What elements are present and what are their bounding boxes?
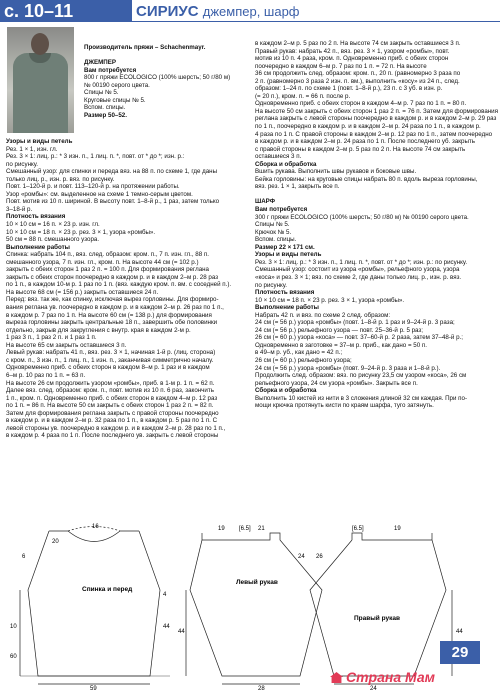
front-label: Спинка и перед xyxy=(82,586,133,593)
front-dim-6: 44 xyxy=(163,624,170,630)
text-line: На высоте 68 см (= 156 р.) закрыть оставшиеся 24 п. xyxy=(6,288,159,296)
text-line: Вспом. спицы. xyxy=(255,236,297,244)
text-line: Вшить рукава. Выполнить швы рукавов и боковые швы. xyxy=(255,168,417,176)
front-back-schematic xyxy=(20,527,170,685)
left-sleeve-label: Левый рукав xyxy=(236,579,278,586)
text-line: Далее вяз. след. образом: кром. п., повт. мотив из 10 п. 6 раз, закончить xyxy=(6,387,214,395)
text-line: 3–18-й р. xyxy=(6,205,33,213)
text-line: 2 п. (равномерно 3 раза 2 изн. п. вм.), выполнить «косу» из 24 п., след. xyxy=(255,77,460,85)
text-line: с правой стороны в каждом 2–м р. 5 раз по 2 п. На высоте 74 см закрыть xyxy=(255,145,466,153)
text-line: смешанного узора, 7 п. изн. гл., кром. п. На высоте 44 см (= 102 р.) xyxy=(6,258,199,266)
text-line: отдельно, закрыв для закругления с внутр. края в каждом 2-м р. xyxy=(6,326,191,334)
text-line: Одновременно приб. с обеих сторон в каждом 4–м р. 7 раз по 1 п. = 80 п. xyxy=(255,100,467,108)
header-rule xyxy=(132,21,500,22)
left-sleeve-dim-24: 24 xyxy=(298,554,305,560)
right-sleeve-outline xyxy=(310,533,446,676)
text-line: в каждом р. и в каждом 2–м р. 24 раза по 1 п. После последнего уб. закрыть xyxy=(255,138,475,146)
text-line: Затем для формирования реглана закрыть с правой стороны поочередно xyxy=(6,409,219,417)
front-dim-4: 10 xyxy=(10,624,17,630)
text-line: Выполнение работы xyxy=(255,304,319,312)
photo-figure-body xyxy=(13,53,68,133)
text-line: образом: 1–24 п. по схеме 1 (повт. 1–8-й р.), 23 п. с 3 уб. в изн. р. xyxy=(255,85,443,93)
text-line xyxy=(84,52,244,60)
text-line: Вам потребуется xyxy=(84,66,137,74)
subtitle-text: джемпер, шарф xyxy=(202,4,300,19)
text-line: в каждом р. 7 раз по 1 п. На высоте 60 см (= 138 р.) для формирования xyxy=(6,311,212,319)
title-text: СИРИУС xyxy=(136,3,199,20)
text-line: Размер 22 × 171 см. xyxy=(255,243,315,251)
page-number: 29 xyxy=(440,641,480,664)
text-line: по 1 п. = 86 п. На высоте 50 см закрыть с обеих сторон 1 раз 2 п. = 82 п. xyxy=(6,402,214,410)
right-sleeve-schematic xyxy=(310,533,452,684)
text-line: 1 раз 3 п., 1 раз 2 п. и 1 раз 1 п. xyxy=(6,334,97,342)
text-line: закрыть с обеих сторон поочередно в каждом р. и в каждом 2–м р. 28 раз xyxy=(6,273,219,281)
text-line: «коса» и рез. 3 × 1; вяз. по схеме 2, где даны только лиц. р., изн. р. вяз. xyxy=(255,273,462,281)
text-line xyxy=(255,191,495,199)
text-line: Плотность вязания xyxy=(6,213,66,221)
page-range: с. 10–11 xyxy=(4,1,74,21)
text-line: выреза горловины закрыть центральные 18 п., завершить обе половинки xyxy=(6,319,218,327)
text-line: ДЖЕМПЕР xyxy=(84,59,116,67)
text-line: Крючок № 5. xyxy=(255,228,292,236)
front-dim-1: 6 xyxy=(22,554,26,560)
text-line: Вспом. спицы. xyxy=(84,104,126,112)
text-line: 36 см продолжить след. образом: кром. п., 20 п. (равномерно 3 раза по xyxy=(255,70,461,78)
text-line: Перед: вяз. так же, как спинку, исключая вырез горловины. Для формиро- xyxy=(6,296,219,304)
text-line: в каждом р. и в каждом 2–м р. 32 раза по 1 п., в каждом р. 5 раз по 1 п. С xyxy=(6,417,218,425)
text-line: 26 см (= 60 р.) узора «коса» — повт. 37–60-й р. 2 раза, затем 37–48-й р.; xyxy=(255,334,463,342)
watermark-text: Страна Мам xyxy=(346,669,436,685)
text-line: Выполнить 10 кистей из нити в 3 сложения длиной 32 см каждая. При по- xyxy=(255,394,468,402)
text-line: в 49–м р. уб., как дано = 42 п.; xyxy=(255,349,343,357)
text-line: реглана закрыть с левой стороны поочередно в каждом р. и в каждом 2–м р. 29 раз xyxy=(255,115,497,123)
neckline xyxy=(49,531,139,542)
text-line: по рисунку. xyxy=(6,160,38,168)
text-line: Бейка горловины: на круговые спицы набрать 80 п. вдоль выреза горловины, xyxy=(255,175,478,183)
text-line: вяз. рез. 1 × 1, закрыть все п. xyxy=(255,183,340,191)
house-icon xyxy=(330,672,343,683)
text-line: Выполнение работы xyxy=(6,243,70,251)
text-line: Продолжить след. образом: вяз. по рисунку 23,5 см узором «коса», 26 см xyxy=(255,372,467,380)
text-line: Левый рукав: набрать 41 п., вяз. рез. 3 × 1, начиная 1-й р. (лиц. сторона) xyxy=(6,349,216,357)
right-sleeve-dim-44-text: 44 xyxy=(456,629,463,635)
text-line: 10 × 10 см = 18 п. × 23 р. рез. 3 × 1, узора «ромбы». xyxy=(255,296,405,304)
text-line: 26 см (= 60 р.) рельефного узора; xyxy=(255,356,352,364)
model-photo xyxy=(7,27,74,133)
left-sleeve-dim-21: 21 xyxy=(258,526,265,532)
text-line: ШАРФ xyxy=(255,198,276,206)
left-sleeve-dim-28: 28 xyxy=(258,686,265,690)
text-line: 10 × 10 см = 18 п. × 23 р. рез. 3 × 1, узора «ромбы». xyxy=(6,228,156,236)
text-line: Набрать 42 п. и вяз. по схеме 2 след. образом: xyxy=(255,311,391,319)
text-line: Узоры и виды петель xyxy=(255,251,322,259)
text-line: закрыть с обеих сторон 1 раз 2 п. = 100 п. Для формирования реглана xyxy=(6,266,209,274)
text-line: 6–м р. 10 раз по 1 п. = 63 п. xyxy=(6,371,86,379)
text-line: мощи крючка протянуть кисти по краям шарфа, туго затянуть. xyxy=(255,402,434,410)
text-line: Одновременно в заготовке = 37–м р. приб., как дано = 50 п. xyxy=(255,341,427,349)
text-line: Сборка и обработка xyxy=(255,160,317,168)
text-line: оставшиеся 3 п. xyxy=(255,153,302,161)
left-sleeve-dim-44-text: 44 xyxy=(178,629,185,635)
right-text-column xyxy=(255,40,498,410)
left-sleeve-dim-65: [6.5] xyxy=(239,526,251,532)
text-line: по 1 п., в каждом 10-м р. 1 раз по 1 п. (вяз. каждую кром. п. вм. с соседней п.). xyxy=(6,281,232,289)
text-line: Вам потребуется xyxy=(255,206,308,214)
text-line: Сборка и обработка xyxy=(255,387,317,395)
left-sleeve-dim-19: 19 xyxy=(218,526,225,532)
text-line: Спинка: набрать 104 п., вяз. след. образом: кром. п., 7 п. изн. гл., 88 п. xyxy=(6,251,209,259)
text-line: мотив из 10 п. 4 раза, кром. п. Одновременно приб. с обеих сторон xyxy=(255,55,449,63)
text-line: Рез. 1 × 1, изн. гл. xyxy=(6,145,58,153)
right-sleeve-dim-24: 24 xyxy=(370,686,377,690)
page-header xyxy=(0,0,500,24)
text-line: 300 г пряжи ECOLOGICO (100% шерсть; 50 г/80 м) № 00190 серого цвета. xyxy=(255,213,469,221)
text-line: На высоте 65 см закрыть оставшиеся 3 п. xyxy=(6,341,127,349)
text-line: 1 п., кром. п. Одновременно приб. с обеих сторон в каждом 4–м р. 12 раз xyxy=(6,394,218,402)
photo-figure-head xyxy=(31,33,49,55)
text-line: Смешанный узор: для спинки и переда вяз. на 88 п. по схеме 1, где даны xyxy=(6,168,218,176)
text-line: № 00190 серого цвета. xyxy=(84,81,150,89)
text-line: Размер 50–52. xyxy=(84,111,127,119)
article-title xyxy=(136,3,300,20)
text-line: Плотность вязания xyxy=(255,289,315,297)
text-line: по рисунку. xyxy=(255,281,287,289)
front-neck-dim: 20 xyxy=(52,539,59,545)
text-line: в каждом р. 4 раза по 1 п. После последнего ув. закрыть с левой стороны xyxy=(6,432,219,440)
front-dim-5: 60 xyxy=(10,654,17,660)
text-line: Узор «ромбы»: см. выделенное на схеме 1 темно-серым цветом. xyxy=(6,190,193,198)
text-line: На высоте 50 см закрыть с обеих сторон 1 раз 2 п. = 76 п. Затем для формирования xyxy=(255,107,498,115)
front-dim-8: 59 xyxy=(90,686,97,690)
text-line: Повт. 1–120-й р. и повт. 113–120-й р. на протяжении работы. xyxy=(6,183,180,191)
front-dim-7: 4 xyxy=(163,592,167,598)
text-line: Производитель пряжи – Schachenmayr. xyxy=(84,44,206,51)
text-line: Повт. мотив из 10 п. шириной. В высоту повт. 1–8-й р., 1 раз, затем только xyxy=(6,198,220,206)
text-line: 24 см (= 56 р.) узора «ромбы» (повт. 1–8-й р. 1 раз и 9–24-й р. 3 раза; xyxy=(255,319,455,327)
watermark xyxy=(330,669,435,685)
front-top-dim: 16 xyxy=(92,524,99,530)
text-line: На высоте 26 см продолжить узором «ромбы», приб. в 1-м р. 1 п. = 62 п. xyxy=(6,379,215,387)
text-line: поочередно в каждом 6–м р. 7 раз по 1 п. = 72 п. На высоте xyxy=(255,62,427,70)
text-line: 800 г пряжи ECOLOGICO (100% шерсть; 50 г/80 м) xyxy=(84,74,231,82)
text-line: Спицы № 5. xyxy=(255,221,290,229)
right-sleeve-dim-19: 19 xyxy=(394,526,401,532)
text-line: 24 см (= 56 р.) рельефного узора — повт. 25–36-й р. 5 раз; xyxy=(255,326,423,334)
text-line: только лиц. р., изн. р. вяз. по рисунку. xyxy=(6,175,115,183)
text-line: Круговые спицы № 5. xyxy=(84,96,146,104)
front-outline xyxy=(28,531,160,676)
text-line: рельефного узора, 24 см узора «ромбы». Закрыть все п. xyxy=(255,379,418,387)
right-sleeve-label: Правый рукав xyxy=(354,615,400,622)
right-sleeve-dim-65: [6.5] xyxy=(352,526,364,532)
text-line: Одновременно приб. с обеих сторон в каждом 8–м р. 1 раз и в каждом xyxy=(6,364,210,372)
text-line: Правый рукав: набрать 42 п., вяз. рез. 3 × 1, узором «ромбы», повт. xyxy=(255,47,450,55)
text-line: по 1 п., поочередно в каждом р. и в каждом 2–м р. 24 раза по 1 п., в каждом р. xyxy=(255,123,481,131)
intro-block xyxy=(84,44,244,119)
text-line: Узоры и виды петель xyxy=(6,138,73,145)
text-line: 4 раза по 1 п. С правой стороны в каждом 2–м р. 12 раз по 1 п., затем поочередно xyxy=(255,130,493,138)
text-line: с кром. п., 3 изн. п., 1 лиц. п., 1 изн. п., заканчивая симметрично началу. xyxy=(6,356,214,364)
text-line: вания реглана ув. поочередно в каждом р. и в каждом 2–м р. 26 раз по 1 п., xyxy=(6,304,224,312)
text-line: Смешанный узор: состоит из узора «ромбы», рельефного узора, узора xyxy=(255,266,460,274)
text-line: 10 × 10 см = 16 п. × 23 р. изн. гл. xyxy=(6,221,100,229)
left-text-column xyxy=(6,138,244,440)
text-line: левой стороны ув. поочередно в каждом р. и в каждом 2–м р. 28 раз по 1 п., xyxy=(6,424,226,432)
text-line: 50 см = 88 п. смешанного узора. xyxy=(6,236,100,244)
right-sleeve-dim-26: 26 xyxy=(316,554,323,560)
text-line: Спицы № 5. xyxy=(84,89,119,97)
text-line: Рез. 3 × 1: лиц. р.: * 3 изн. п., 1 лиц. п. *, повт. от * до *; изн. р.: xyxy=(6,153,185,161)
pattern-diagram xyxy=(0,518,500,690)
text-line: в каждом 2–м р. 5 раз по 2 п. На высоте 74 см закрыть оставшиеся 3 п. xyxy=(255,40,461,47)
text-line: Рез. 3 × 1: лиц. р.: * 3 изн. п., 1 лиц. п. *, повт. от * до *; изн. р.: по рисунку. xyxy=(255,258,468,266)
text-line: (= 20 п.), кром. п. = 66 п. после р. xyxy=(255,92,351,100)
text-line: 24 см (= 56 р.) узора «ромбы» (повт. 9–24-й р. 3 раза и 1–8-й р.). xyxy=(255,364,441,372)
